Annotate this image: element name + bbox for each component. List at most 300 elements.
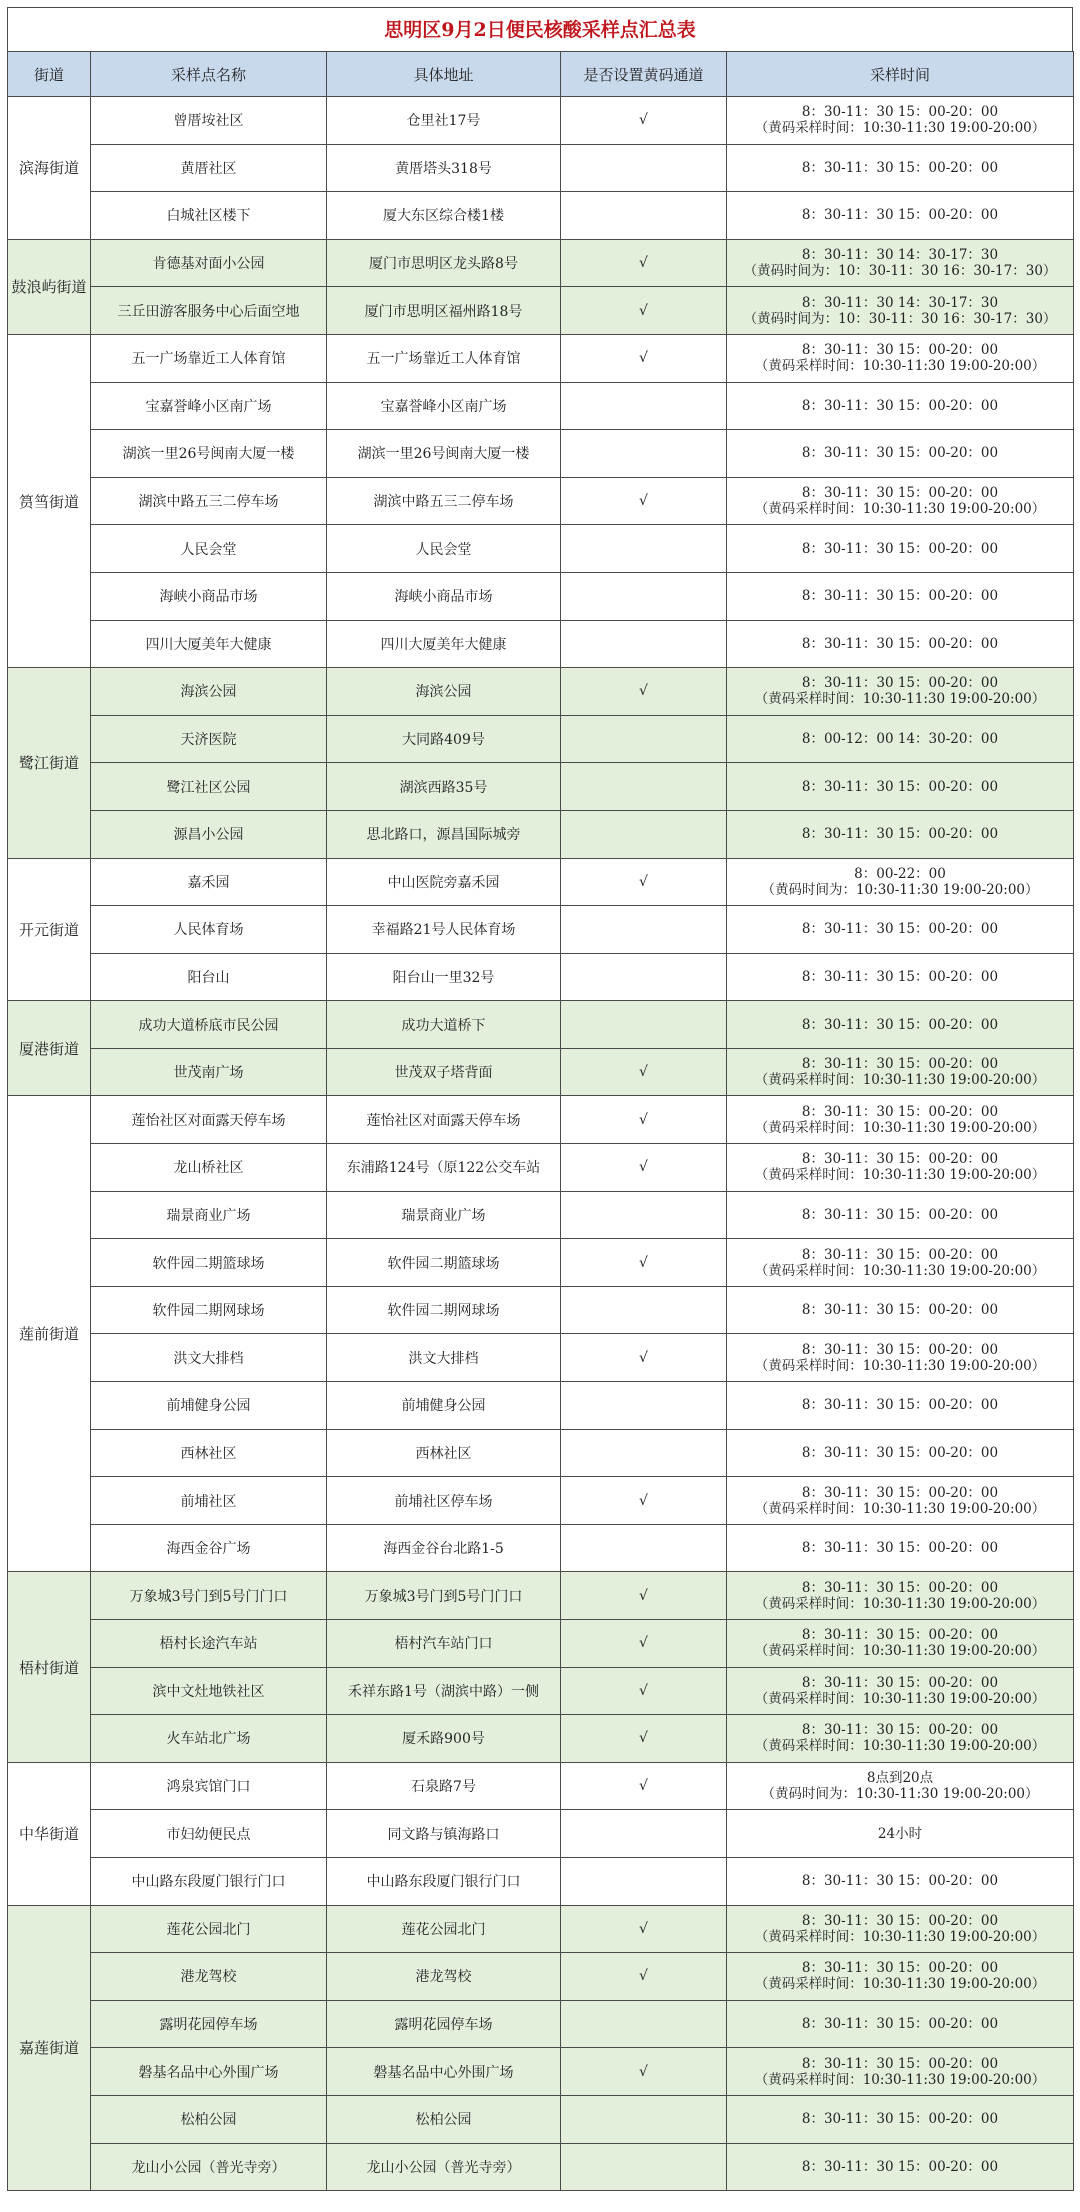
address-cell: 四川大厦美年大健康 [327,620,561,668]
address-cell: 软件园二期篮球场 [327,1239,561,1287]
site-name-cell: 龙山桥社区 [91,1144,327,1192]
time-line: 8：30-11：30 15：00-20：00 [801,921,999,938]
street-cell: 鼓浪屿街道 [8,239,91,334]
table-row [8,477,1074,525]
yellow-time-line: （黄码采样时间：10:30-11:30 19:00-20:00） [754,691,1046,708]
time-line: 8：30-11：30 15：00-20：00 [801,1674,999,1691]
address-cell: 厦大东区综合楼1楼 [327,192,561,240]
table-row [8,715,1074,763]
time-line: 8：30-11：30 15：00-20：00 [801,342,999,359]
yellow-channel-cell [561,1524,727,1572]
yellow-channel-cell: √ [561,239,727,287]
sampling-time-cell [727,1191,1074,1239]
sampling-time-cell [727,477,1074,525]
sampling-time-cell [727,525,1074,573]
address-cell: 海西金谷台北路1-5 [327,1524,561,1572]
time-line: 8：30-11：30 15：00-20：00 [801,826,999,843]
table-row [8,2000,1074,2048]
yellow-time-line: （黄码采样时间：10:30-11:30 19:00-20:00） [754,1357,1046,1374]
sampling-time-cell [727,1857,1074,1905]
address-cell: 中山医院旁嘉禾园 [327,858,561,906]
address-cell: 前埔健身公园 [327,1382,561,1430]
time-line: 8：30-11：30 14：30-17：30 [801,294,999,311]
address-cell: 石泉路7号 [327,1762,561,1810]
time-line: 8：30-11：30 15：00-20：00 [801,485,999,502]
table-row [8,906,1074,954]
yellow-channel-cell [561,906,727,954]
yellow-channel-cell: √ [561,97,727,145]
yellow-channel-cell: √ [561,1762,727,1810]
sampling-time-cell [727,2000,1074,2048]
sampling-time-cell [727,1239,1074,1287]
time-line: 8：30-11：30 15：00-20：00 [801,1246,999,1263]
time-line: 8：30-11：30 15：00-20：00 [801,2111,999,2128]
address-cell: 松柏公园 [327,2095,561,2143]
table-row [8,1429,1074,1477]
time-line: 8：30-11：30 15：00-20：00 [801,778,999,795]
site-name-cell: 滨中文灶地铁社区 [91,1667,327,1715]
site-name-cell: 人民会堂 [91,525,327,573]
yellow-channel-cell [561,953,727,1001]
yellow-channel-cell: √ [561,2048,727,2096]
site-name-cell: 中山路东段厦门银行门口 [91,1857,327,1905]
sampling-time-cell [727,810,1074,858]
yellow-channel-cell: √ [561,334,727,382]
time-line: 8：30-11：30 15：00-20：00 [801,1206,999,1223]
yellow-channel-cell: √ [561,1096,727,1144]
address-cell: 黄厝塔头318号 [327,144,561,192]
sampling-sites-table [7,51,1074,2191]
address-cell: 厦禾路900号 [327,1715,561,1763]
time-line: 8点到20点 [866,1770,934,1787]
street-cell: 鹭江街道 [8,668,91,858]
site-name-cell: 五一广场靠近工人体育馆 [91,334,327,382]
table-row [8,763,1074,811]
yellow-channel-cell: √ [561,1572,727,1620]
address-cell: 幸福路21号人民体育场 [327,906,561,954]
table-row [8,1905,1074,1953]
table-row [8,572,1074,620]
site-name-cell: 莲花公园北门 [91,1905,327,1953]
site-name-cell: 露明花园停车场 [91,2000,327,2048]
sampling-time-cell [727,1667,1074,1715]
address-cell: 洪文大排档 [327,1334,561,1382]
yellow-channel-cell [561,525,727,573]
sampling-time-cell [727,1334,1074,1382]
site-name-cell: 前埔社区 [91,1477,327,1525]
table-row [8,953,1074,1001]
site-name-cell: 黄厝社区 [91,144,327,192]
time-line: 8：30-11：30 15：00-20：00 [801,1341,999,1358]
table-row [8,239,1074,287]
yellow-channel-cell [561,144,727,192]
yellow-time-line: （黄码采样时间：10:30-11:30 19:00-20:00） [754,501,1046,518]
yellow-time-line: （黄码采样时间：10:30-11:30 19:00-20:00） [754,1643,1046,1660]
table-row [8,1286,1074,1334]
sampling-time-cell [727,1001,1074,1049]
site-name-cell: 阳台山 [91,953,327,1001]
table-row [8,810,1074,858]
time-line: 8：00-12：00 14：30-20：00 [801,731,999,748]
table-row [8,1334,1074,1382]
address-cell: 仓里社17号 [327,97,561,145]
time-line: 8：30-11：30 15：00-20：00 [801,1912,999,1929]
street-cell: 筼筜街道 [8,334,91,667]
address-cell: 成功大道桥下 [327,1001,561,1049]
address-cell: 湖滨中路五三二停车场 [327,477,561,525]
time-line: 8：30-11：30 15：00-20：00 [801,159,999,176]
sampling-time-cell [727,1382,1074,1430]
table-row [8,668,1074,716]
yellow-channel-cell [561,1382,727,1430]
yellow-channel-cell: √ [561,668,727,716]
yellow-time-line: （黄码采样时间：10:30-11:30 19:00-20:00） [754,1595,1046,1612]
sampling-time-cell [727,1953,1074,2001]
street-cell: 莲前街道 [8,1096,91,1572]
yellow-time-line: （黄码采样时间：10:30-11:30 19:00-20:00） [754,1262,1046,1279]
site-name-cell: 松柏公园 [91,2095,327,2143]
table-row [8,1239,1074,1287]
summary-document [7,7,1073,2191]
site-name-cell: 嘉禾园 [91,858,327,906]
yellow-time-line: （黄码采样时间：10:30-11:30 19:00-20:00） [754,2071,1046,2088]
time-line: 8：30-11：30 15：00-20：00 [801,207,999,224]
sampling-time-cell [727,2095,1074,2143]
sampling-time-cell [727,1524,1074,1572]
table-row [8,1524,1074,1572]
yellow-time-line: （黄码采样时间：10:30-11:30 19:00-20:00） [754,1976,1046,1993]
sampling-time-cell [727,430,1074,478]
time-line: 8：30-11：30 15：00-20：00 [801,1016,999,1033]
header-sampling-time: 采样时间 [727,52,1074,97]
site-name-cell: 鸿泉宾馆门口 [91,1762,327,1810]
yellow-time-line: （黄码采样时间：10:30-11:30 19:00-20:00） [754,1690,1046,1707]
yellow-channel-cell: √ [561,1144,727,1192]
table-row [8,1096,1074,1144]
sampling-time-cell [727,2143,1074,2191]
sampling-time-cell [727,1572,1074,1620]
sampling-time-cell [727,953,1074,1001]
sampling-time-cell [727,620,1074,668]
site-name-cell: 磐基名品中心外围广场 [91,2048,327,2096]
time-line: 8：30-11：30 15：00-20：00 [801,397,999,414]
time-line: 8：30-11：30 15：00-20：00 [801,1444,999,1461]
address-cell: 东浦路124号（原122公交车站 [327,1144,561,1192]
yellow-channel-cell: √ [561,1477,727,1525]
address-cell: 同文路与镇海路口 [327,1810,561,1858]
site-name-cell: 四川大厦美年大健康 [91,620,327,668]
yellow-time-line: （黄码时间为：10：30-11：30 16：30-17：30） [743,263,1057,280]
header-yellow-channel: 是否设置黄码通道 [561,52,727,97]
address-cell: 龙山小公园（普光寺旁） [327,2143,561,2191]
sampling-time-cell [727,1715,1074,1763]
time-line: 8：30-11：30 15：00-20：00 [801,2055,999,2072]
table-row [8,1857,1074,1905]
site-name-cell: 莲怡社区对面露天停车场 [91,1096,327,1144]
sampling-time-cell [727,334,1074,382]
time-line: 8：30-11：30 15：00-20：00 [801,104,999,121]
yellow-channel-cell: √ [561,1239,727,1287]
time-line: 8：30-11：30 15：00-20：00 [801,1960,999,1977]
address-cell: 海滨公园 [327,668,561,716]
time-line: 8：30-11：30 15：00-20：00 [801,588,999,605]
sampling-time-cell [727,1905,1074,1953]
address-cell: 阳台山一里32号 [327,953,561,1001]
yellow-channel-cell [561,810,727,858]
table-row [8,1715,1074,1763]
yellow-time-line: （黄码采样时间：10:30-11:30 19:00-20:00） [754,1119,1046,1136]
table-row [8,1667,1074,1715]
time-line: 24小时 [877,1825,923,1842]
address-cell: 禾祥东路1号（湖滨中路）一侧 [327,1667,561,1715]
table-row [8,1477,1074,1525]
time-line: 8：30-11：30 15：00-20：00 [801,1397,999,1414]
yellow-channel-cell [561,1429,727,1477]
sampling-time-cell [727,2048,1074,2096]
sampling-time-cell [727,1429,1074,1477]
document-title: 思明区9月2日便民核酸采样点汇总表 [7,7,1073,51]
street-cell: 梧村街道 [8,1572,91,1762]
address-cell: 五一广场靠近工人体育馆 [327,334,561,382]
table-row [8,382,1074,430]
time-line: 8：30-11：30 15：00-20：00 [801,540,999,557]
yellow-time-line: （黄码采样时间：10:30-11:30 19:00-20:00） [754,1928,1046,1945]
yellow-channel-cell: √ [561,1953,727,2001]
sampling-time-cell [727,906,1074,954]
yellow-channel-cell [561,382,727,430]
header-street: 街道 [8,52,91,97]
table-row [8,1953,1074,2001]
street-cell: 厦港街道 [8,1001,91,1096]
site-name-cell: 港龙驾校 [91,1953,327,2001]
address-cell: 莲花公园北门 [327,1905,561,1953]
site-name-cell: 梧村长途汽车站 [91,1620,327,1668]
table-row [8,144,1074,192]
address-cell: 前埔社区停车场 [327,1477,561,1525]
yellow-time-line: （黄码采样时间：10:30-11:30 19:00-20:00） [754,1738,1046,1755]
sampling-time-cell [727,858,1074,906]
yellow-channel-cell [561,1286,727,1334]
address-cell: 露明花园停车场 [327,2000,561,2048]
street-cell: 中华街道 [8,1762,91,1905]
address-cell: 人民会堂 [327,525,561,573]
address-cell: 莲怡社区对面露天停车场 [327,1096,561,1144]
table-header-row [8,52,1074,97]
yellow-time-line: （黄码采样时间：10:30-11:30 19:00-20:00） [754,1500,1046,1517]
time-line: 8：30-11：30 15：00-20：00 [801,2016,999,2033]
sampling-time-cell [727,97,1074,145]
address-cell: 中山路东段厦门银行门口 [327,1857,561,1905]
table-row [8,2095,1074,2143]
table-row [8,1620,1074,1668]
table-row [8,1144,1074,1192]
address-cell: 海峡小商品市场 [327,572,561,620]
table-row [8,192,1074,240]
address-cell: 万象城3号门到5号门门口 [327,1572,561,1620]
table-row [8,97,1074,145]
yellow-channel-cell: √ [561,1667,727,1715]
yellow-channel-cell: √ [561,858,727,906]
yellow-channel-cell: √ [561,1620,727,1668]
sampling-time-cell [727,382,1074,430]
site-name-cell: 源昌小公园 [91,810,327,858]
street-cell: 嘉莲街道 [8,1905,91,2191]
table-row [8,1382,1074,1430]
yellow-channel-cell [561,2095,727,2143]
time-line: 8：30-11：30 15：00-20：00 [801,1302,999,1319]
table-row [8,2143,1074,2191]
time-line: 8：30-11：30 15：00-20：00 [801,1540,999,1557]
time-line: 8：30-11：30 15：00-20：00 [801,2158,999,2175]
time-line: 8：30-11：30 15：00-20：00 [801,1722,999,1739]
site-name-cell: 白城社区楼下 [91,192,327,240]
address-cell: 西林社区 [327,1429,561,1477]
yellow-time-line: （黄码采样时间：10:30-11:30 19:00-20:00） [754,1072,1046,1089]
table-row [8,1762,1074,1810]
site-name-cell: 前埔健身公园 [91,1382,327,1430]
time-line: 8：30-11：30 15：00-20：00 [801,1056,999,1073]
street-cell: 滨海街道 [8,97,91,240]
sampling-time-cell [727,1620,1074,1668]
address-cell: 厦门市思明区龙头路8号 [327,239,561,287]
yellow-channel-cell: √ [561,1048,727,1096]
time-line: 8：30-11：30 15：00-20：00 [801,1579,999,1596]
table-row [8,334,1074,382]
address-cell: 软件园二期网球场 [327,1286,561,1334]
table-row [8,1810,1074,1858]
address-cell: 世茂双子塔背面 [327,1048,561,1096]
time-line: 8：30-11：30 15：00-20：00 [801,675,999,692]
yellow-channel-cell: √ [561,1715,727,1763]
site-name-cell: 鹭江社区公园 [91,763,327,811]
time-line: 8：30-11：30 14：30-17：30 [801,247,999,264]
sampling-time-cell [727,668,1074,716]
table-row [8,858,1074,906]
time-line: 8：30-11：30 15：00-20：00 [801,445,999,462]
yellow-channel-cell [561,430,727,478]
address-cell: 宝嘉誉峰小区南广场 [327,382,561,430]
site-name-cell: 湖滨中路五三二停车场 [91,477,327,525]
site-name-cell: 湖滨一里26号闽南大厦一楼 [91,430,327,478]
sampling-time-cell [727,1762,1074,1810]
header-site-name: 采样点名称 [91,52,327,97]
site-name-cell: 海滨公园 [91,668,327,716]
yellow-time-line: （黄码时间为：10:30-11:30 19:00-20:00） [761,881,1039,898]
yellow-channel-cell [561,2000,727,2048]
address-cell: 港龙驾校 [327,1953,561,2001]
header-address: 具体地址 [327,52,561,97]
street-cell: 开元街道 [8,858,91,1001]
sampling-time-cell [727,287,1074,335]
sampling-time-cell [727,572,1074,620]
yellow-channel-cell [561,2143,727,2191]
site-name-cell: 市妇幼便民点 [91,1810,327,1858]
address-cell: 厦门市思明区福州路18号 [327,287,561,335]
site-name-cell: 世茂南广场 [91,1048,327,1096]
site-name-cell: 瑞景商业广场 [91,1191,327,1239]
yellow-time-line: （黄码时间为：10:30-11:30 19:00-20:00） [761,1786,1039,1803]
yellow-channel-cell [561,1857,727,1905]
yellow-time-line: （黄码时间为：10：30-11：30 16：30-17：30） [743,310,1057,327]
time-line: 8：30-11：30 15：00-20：00 [801,1151,999,1168]
sampling-time-cell [727,1048,1074,1096]
site-name-cell: 三丘田游客服务中心后面空地 [91,287,327,335]
yellow-channel-cell [561,1191,727,1239]
yellow-time-line: （黄码采样时间：10:30-11:30 19:00-20:00） [754,358,1046,375]
table-row [8,2048,1074,2096]
time-line: 8：30-11：30 15：00-20：00 [801,1103,999,1120]
address-cell: 梧村汽车站门口 [327,1620,561,1668]
site-name-cell: 天济医院 [91,715,327,763]
time-line: 8：30-11：30 15：00-20：00 [801,635,999,652]
time-line: 8：30-11：30 15：00-20：00 [801,1627,999,1644]
yellow-channel-cell [561,192,727,240]
sampling-time-cell [727,1810,1074,1858]
yellow-channel-cell: √ [561,1334,727,1382]
site-name-cell: 软件园二期篮球场 [91,1239,327,1287]
yellow-channel-cell [561,620,727,668]
address-cell: 瑞景商业广场 [327,1191,561,1239]
site-name-cell: 西林社区 [91,1429,327,1477]
table-row [8,430,1074,478]
time-line: 8：30-11：30 15：00-20：00 [801,1484,999,1501]
site-name-cell: 成功大道桥底市民公园 [91,1001,327,1049]
address-cell: 湖滨西路35号 [327,763,561,811]
sampling-time-cell [727,144,1074,192]
table-body [8,97,1074,2191]
table-row [8,1001,1074,1049]
site-name-cell: 曾厝垵社区 [91,97,327,145]
site-name-cell: 宝嘉誉峰小区南广场 [91,382,327,430]
site-name-cell: 海西金谷广场 [91,1524,327,1572]
site-name-cell: 龙山小公园（普光寺旁） [91,2143,327,2191]
yellow-channel-cell: √ [561,1905,727,1953]
sampling-time-cell [727,192,1074,240]
yellow-channel-cell: √ [561,287,727,335]
yellow-channel-cell [561,572,727,620]
table-row [8,1191,1074,1239]
sampling-time-cell [727,1144,1074,1192]
table-row [8,1572,1074,1620]
site-name-cell: 人民体育场 [91,906,327,954]
yellow-channel-cell [561,1001,727,1049]
site-name-cell: 海峡小商品市场 [91,572,327,620]
time-line: 8：30-11：30 15：00-20：00 [801,968,999,985]
site-name-cell: 肯德基对面小公园 [91,239,327,287]
sampling-time-cell [727,715,1074,763]
site-name-cell: 洪文大排档 [91,1334,327,1382]
address-cell: 磐基名品中心外围广场 [327,2048,561,2096]
yellow-time-line: （黄码采样时间：10:30-11:30 19:00-20:00） [754,1167,1046,1184]
table-row [8,525,1074,573]
site-name-cell: 万象城3号门到5号门门口 [91,1572,327,1620]
yellow-channel-cell: √ [561,477,727,525]
sampling-time-cell [727,239,1074,287]
sampling-time-cell [727,763,1074,811]
yellow-channel-cell [561,763,727,811]
table-row [8,1048,1074,1096]
address-cell: 思北路口，源昌国际城旁 [327,810,561,858]
address-cell: 大同路409号 [327,715,561,763]
sampling-time-cell [727,1477,1074,1525]
time-line: 8：00-22：00 [854,865,946,882]
time-line: 8：30-11：30 15：00-20：00 [801,1873,999,1890]
table-row [8,620,1074,668]
sampling-time-cell [727,1286,1074,1334]
table-row [8,287,1074,335]
yellow-time-line: （黄码采样时间：10:30-11:30 19:00-20:00） [754,120,1046,137]
yellow-channel-cell [561,1810,727,1858]
